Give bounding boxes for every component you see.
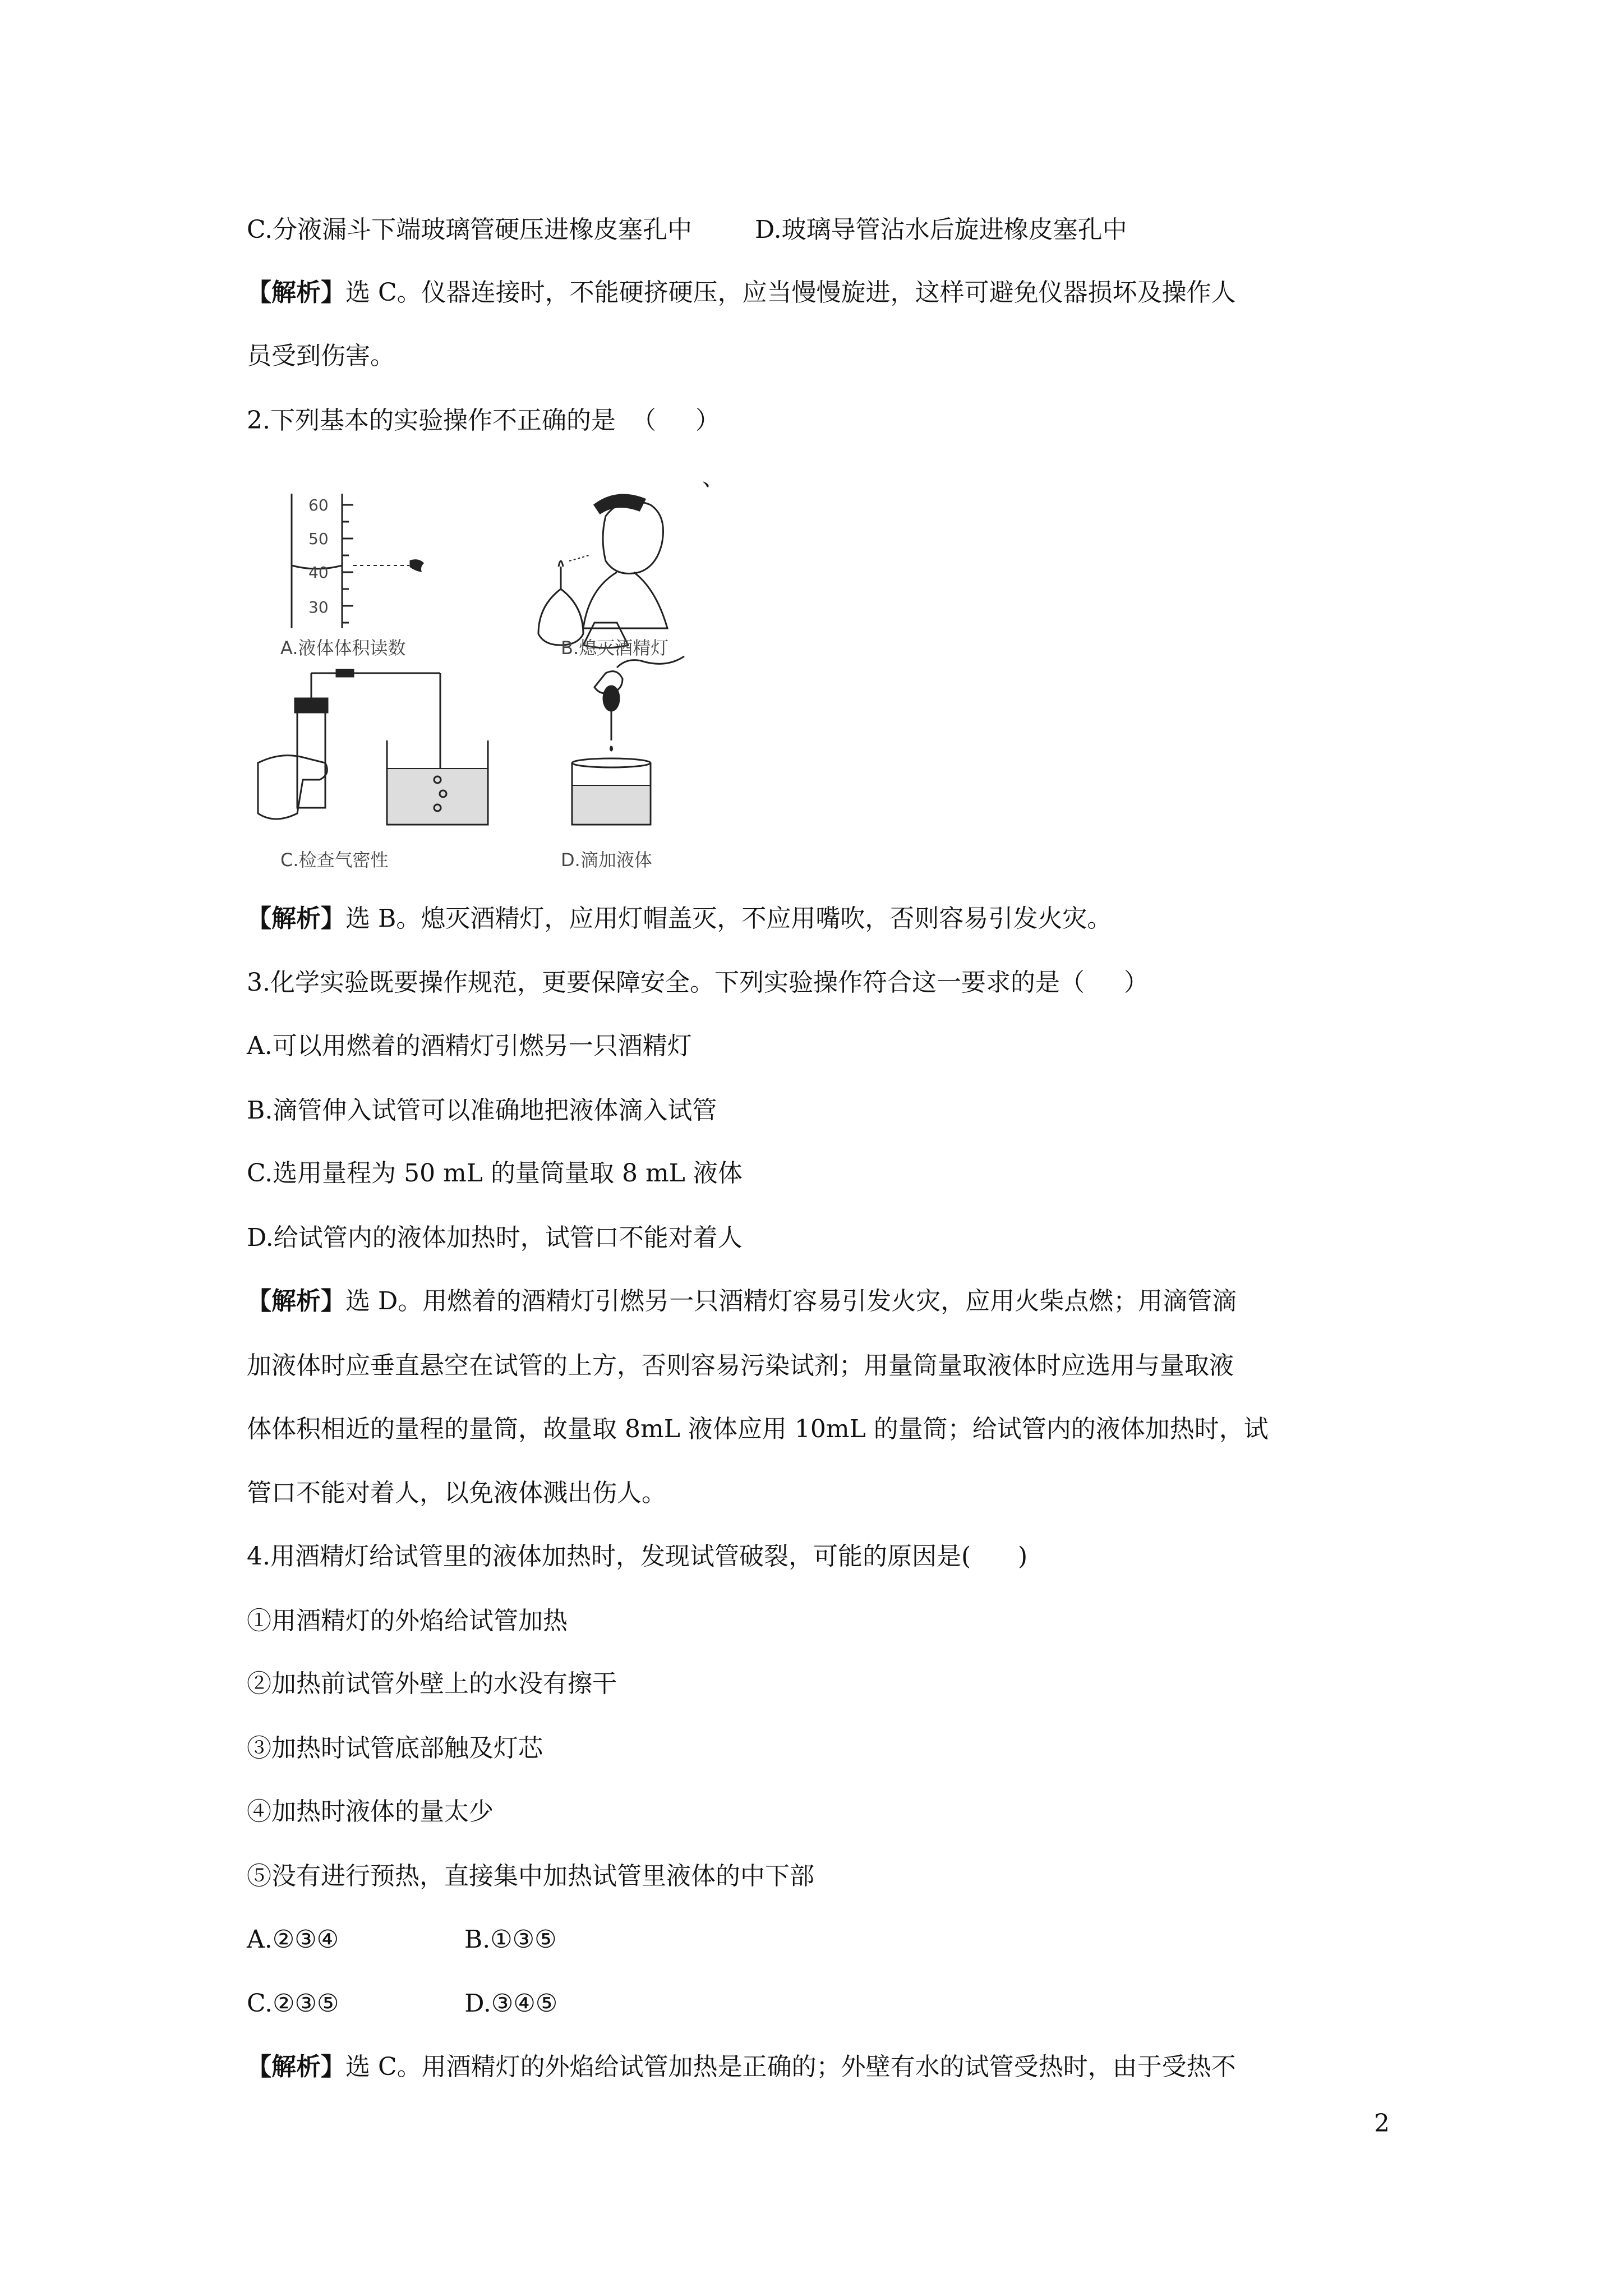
line-20: A.②③④ B.①③⑤	[247, 1925, 557, 1954]
line-7: B.滴管伸入试管可以准确地把液体滴入试管	[247, 1096, 717, 1125]
line-5: 3.化学实验既要操作规范，更要保障安全。下列实验操作符合这一要求的是（ ）	[247, 968, 1149, 997]
line-19: ⑤没有进行预热，直接集中加热试管里液体的中下部	[247, 1862, 814, 1890]
cylinder-tick-50: 50	[308, 530, 329, 548]
line-13: 管口不能对着人，以免液体溅出伤人。	[247, 1479, 666, 1507]
line-14: 4.用酒精灯给试管里的液体加热时，发现试管破裂，可能的原因是( )	[247, 1542, 1028, 1571]
dropper-illustration	[572, 656, 684, 825]
cylinder-tick-40: 40	[308, 563, 329, 582]
line-4: 【解析】选 B。熄灭酒精灯，应用灯帽盖灭，不应用嘴吹，否则容易引发火灾。	[247, 904, 1112, 933]
line-18: ④加热时液体的量太少	[247, 1797, 494, 1826]
line-1: 【解析】选 C。仪器连接时，不能硬挤硬压，应当慢慢旋进，这样可避免仪器损坏及操作人	[247, 278, 1236, 307]
experiment-figure	[247, 482, 751, 875]
line-11: 加液体时应垂直悬空在试管的上方，否则容易污染试剂；用量筒量取液体时应选用与量取液	[247, 1351, 1234, 1380]
line-12: 体体积相近的量程的量筒，故量取 8mL 液体应用 10mL 的量筒；给试管内的液体加热时，试	[247, 1415, 1269, 1443]
line-10: 【解析】选 D。用燃着的酒精灯引燃另一只酒精灯容易引发火灾，应用火柴点燃；用滴管滴	[247, 1287, 1237, 1315]
line-0: C.分液漏斗下端玻璃管硬压进橡皮塞孔中 D.玻璃导管沾水后旋进橡皮塞孔中	[247, 215, 1127, 244]
blowing-lamp-illustration	[538, 495, 667, 648]
cylinder-tick-60: 60	[308, 496, 329, 514]
line-17: ③加热时试管底部触及灯芯	[247, 1734, 543, 1763]
line-2: 员受到伤害。	[247, 342, 395, 370]
cylinder-tick-30: 30	[308, 598, 329, 616]
line-22: 【解析】选 C。用酒精灯的外焰给试管加热是正确的；外壁有水的试管受热时，由于受热不	[247, 2053, 1236, 2081]
caption-a: A.液体体积读数	[280, 637, 406, 659]
line-9: D.给试管内的液体加热时，试管口不能对着人	[247, 1223, 743, 1252]
line-8: C.选用量程为 50 mL 的量筒量取 8 mL 液体	[247, 1159, 743, 1188]
page-number: 2	[1374, 2109, 1390, 2138]
caption-c: C.检查气密性	[280, 849, 389, 871]
line-16: ②加热前试管外壁上的水没有擦干	[247, 1669, 617, 1698]
caption-b: B.熄灭酒精灯	[561, 637, 669, 659]
airtightness-illustration	[258, 670, 488, 825]
line-6: A.可以用燃着的酒精灯引燃另一只酒精灯	[247, 1032, 692, 1060]
line-3: 2.下列基本的实验操作不正确的是 （ ）	[247, 406, 720, 435]
caption-d: D.滴加液体	[561, 849, 652, 871]
stray-mark: 、	[702, 465, 725, 491]
line-15: ①用酒精灯的外焰给试管加热	[247, 1607, 568, 1635]
line-21: C.②③⑤ D.③④⑤	[247, 1989, 558, 2018]
